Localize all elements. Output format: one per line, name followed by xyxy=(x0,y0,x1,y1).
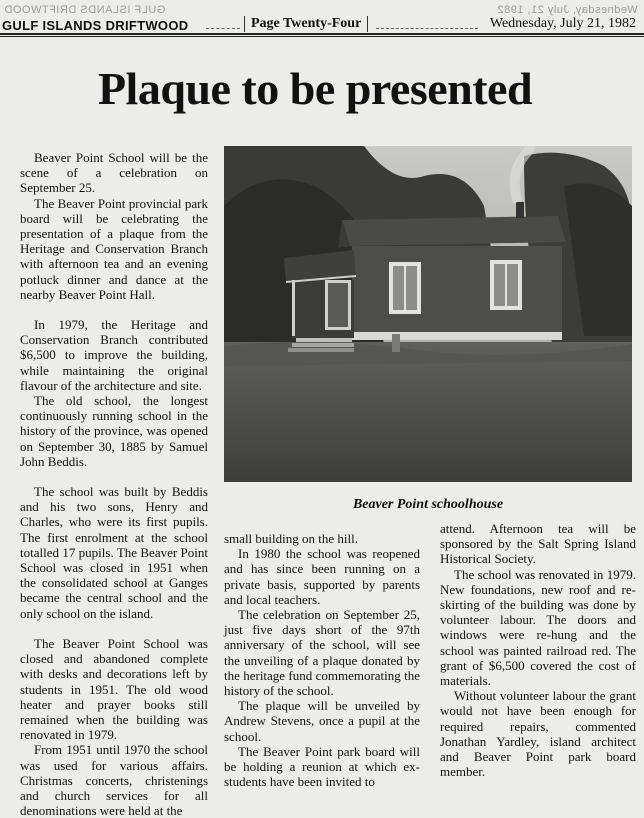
paragraph: The plaque will be unveiled by Andrew Stevens, once a pupil at the school. xyxy=(224,698,420,744)
header-dash-rule xyxy=(376,28,478,30)
header-rule xyxy=(0,33,644,35)
photo-caption: Beaver Point schoolhouse xyxy=(352,497,504,512)
paragraph: The celebration on September 25, just five days short of the 97th anniversary of the school, will see the unveiling of a plaque donated by the heritage fund commemorating the history of the school. xyxy=(224,607,420,699)
article-column-2 xyxy=(224,531,420,789)
paragraph: In 1979, the Heritage and Conservation Branch contributed $6,500 to improve the building, while maintaining the original flavour of the architecture and site. xyxy=(20,317,208,393)
paragraph: attend. Afternoon tea will be sponsored by the Salt Spring Island Historical Society. xyxy=(440,521,636,567)
article-column-1 xyxy=(20,150,208,818)
paragraph: From 1951 until 1970 the school was used for various affairs. Christmas concerts, christenings and church services for all denominations were held at the xyxy=(20,742,208,818)
paragraph: The old school, the longest continuously running school in the history of the province, was opened on September 30, 1885 by Samuel John Beddis. xyxy=(20,393,208,469)
header-dash-rule xyxy=(206,28,240,30)
paragraph: small building on the hill. xyxy=(224,531,358,546)
paragraph: The school was renovated in 1979. New foundations, new roof and re-skirting of the building was done by volunteer labour. The doors and windows were re-hung and the school was painted railroad red. The grant of $6,500 covered the cost of materials. xyxy=(440,566,636,689)
paragraph: Beaver Point School will be the scene of a celebration on September 25. xyxy=(20,150,208,196)
header-rule xyxy=(0,36,644,37)
headline: Plaque to be presented xyxy=(97,63,533,114)
article-column-3 xyxy=(440,521,636,779)
paragraph: The Beaver Point School was closed and abandoned complete with desks and decorations left by students in 1951. The old wood heater and prayer books still remained when the building was renovated in 1979. xyxy=(20,635,208,743)
bleed-through-text: GULF ISLANDS DRIFTWOOD xyxy=(4,4,166,16)
paragraph: The school was built by Beddis and his two sons, Henry and Charles, who were its first pupils. The first enrolment at the school totalled 17 pupils. The Beaver Point School was closed in 1951 when the consolidated school at Ganges became the central school and the only school on the island. xyxy=(20,484,208,621)
paragraph: The Beaver Point park board will be holding a reunion at which ex-students have been invited to xyxy=(224,743,420,790)
paragraph: The Beaver Point provincial park board will be celebrating the presentation of a plaque from the Heritage and Conservation Branch with afternoon tea and an evening potluck dinner and dance at the nearby Beaver Point Hall. xyxy=(20,195,208,302)
paragraph: Without volunteer labour the grant would not have been enough for required repairs, commented Jonathan Yardley, island architect and Beaver Point park board member. xyxy=(440,688,636,780)
issue-date: Wednesday, July 21, 1982 xyxy=(489,16,636,31)
newspaper-name: GULF ISLANDS DRIFTWOOD xyxy=(2,18,189,33)
page-header xyxy=(0,4,644,36)
schoolhouse-photo xyxy=(224,146,632,482)
paragraph: In 1980 the school was reopened and has since been running on a private basis, supported by parents and local teachers. xyxy=(224,546,420,607)
bleed-through-date: Wednesday, July 21, 1982 xyxy=(497,4,638,16)
page-number: Page Twenty-Four xyxy=(244,16,368,32)
